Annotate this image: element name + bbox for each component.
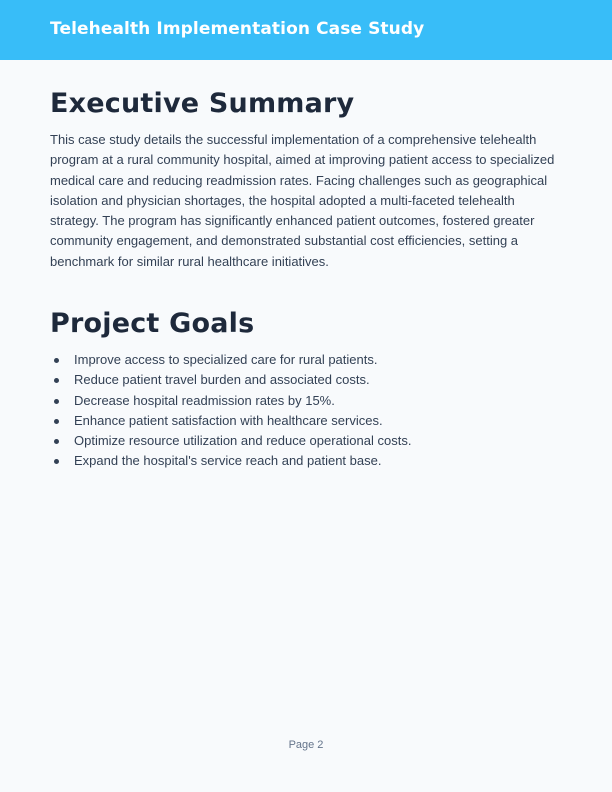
goal-text: Expand the hospital's service reach and patient base. — [74, 453, 382, 469]
bullet-icon — [54, 378, 59, 383]
bullet-icon — [54, 459, 59, 464]
bullet-icon — [54, 439, 59, 444]
project-goals-heading: Project Goals — [50, 308, 255, 339]
bullet-icon — [54, 399, 59, 404]
document-title: Telehealth Implementation Case Study — [50, 19, 425, 39]
list-item — [74, 431, 574, 451]
goal-text: Enhance patient satisfaction with healthcare services. — [74, 412, 383, 428]
list-item — [74, 370, 574, 390]
list-item — [74, 391, 574, 411]
goal-text: Reduce patient travel burden and associated costs. — [74, 372, 370, 388]
goal-text: Improve access to specialized care for rural patients. — [74, 352, 378, 367]
list-item — [74, 350, 574, 370]
document-header — [0, 0, 612, 60]
goal-text: Optimize resource utilization and reduce operational costs. — [74, 433, 412, 449]
page-number: Page 2 — [288, 739, 324, 751]
bullet-icon — [54, 419, 59, 424]
executive-summary-paragraph: This case study details the successful implementation of a comprehensive telehealth program at a rural community hospital, aimed at improving patient access to specialized medical care and reducing readmission rates. Facing challenges such as geographical isolation and physician shortages, the hospital adopted a multi-faceted telehealth strategy. The program has significantly enhanced patient outcomes, fostered greater community engagement, and demonstrated substantial cost efficiencies, setting a benchmark for similar rural healthcare initiatives. — [50, 132, 555, 269]
bullet-icon — [54, 358, 59, 363]
list-item — [74, 411, 574, 431]
list-item — [74, 451, 574, 471]
goal-text: Decrease hospital readmission rates by 15%. — [74, 392, 335, 408]
executive-summary-heading: Executive Summary — [50, 88, 355, 119]
project-goals-list — [74, 350, 574, 472]
